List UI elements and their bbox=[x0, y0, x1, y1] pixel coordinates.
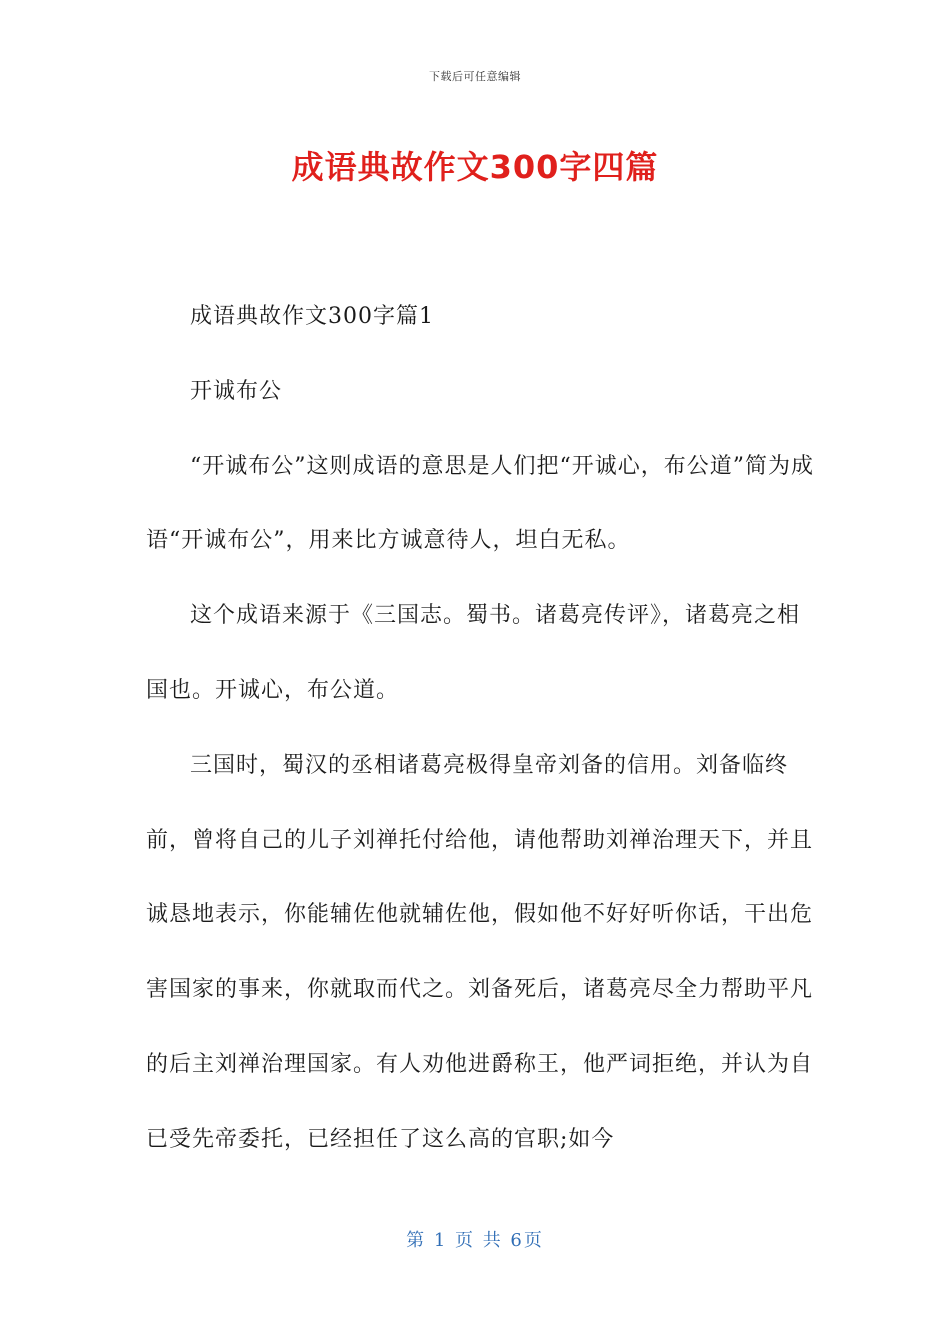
document-title: 成语典故作文300字四篇 bbox=[291, 148, 659, 186]
body-paragraph: “开诚布公”这则成语的意思是人们把“开诚心，布公道”简为成语“开诚布公”，用来比方诚意待人，坦白无私。 bbox=[146, 453, 814, 554]
page-footer: 第 1 页 共 6页 bbox=[406, 1230, 544, 1251]
section-heading: 成语典故作文300字篇1 bbox=[190, 304, 434, 329]
document-body bbox=[146, 280, 816, 1178]
idiom-heading: 开诚布公 bbox=[190, 378, 283, 404]
body-paragraph: 这个成语来源于《三国志。蜀书。诸葛亮传评》，诸葛亮之相国也。开诚心，布公道。 bbox=[146, 603, 801, 703]
header-note: 下载后可任意编辑 bbox=[429, 70, 521, 83]
body-paragraph: 三国时，蜀汉的丞相诸葛亮极得皇帝刘备的信用。刘备临终前，曾将自己的儿子刘禅托付给他，请他帮助刘禅治理天下，并且诚恳地表示，你能辅佐他就辅佐他，假如他不好好听你话，干出危害国家的事来，你就取而代之。刘备死后，诸葛亮尽全力帮助平凡的后主刘禅治理国家。有人劝他进爵称王，他严词拒绝，并认为自已受先帝委托，已经担任了这么高的官职;如今 bbox=[146, 752, 814, 1152]
